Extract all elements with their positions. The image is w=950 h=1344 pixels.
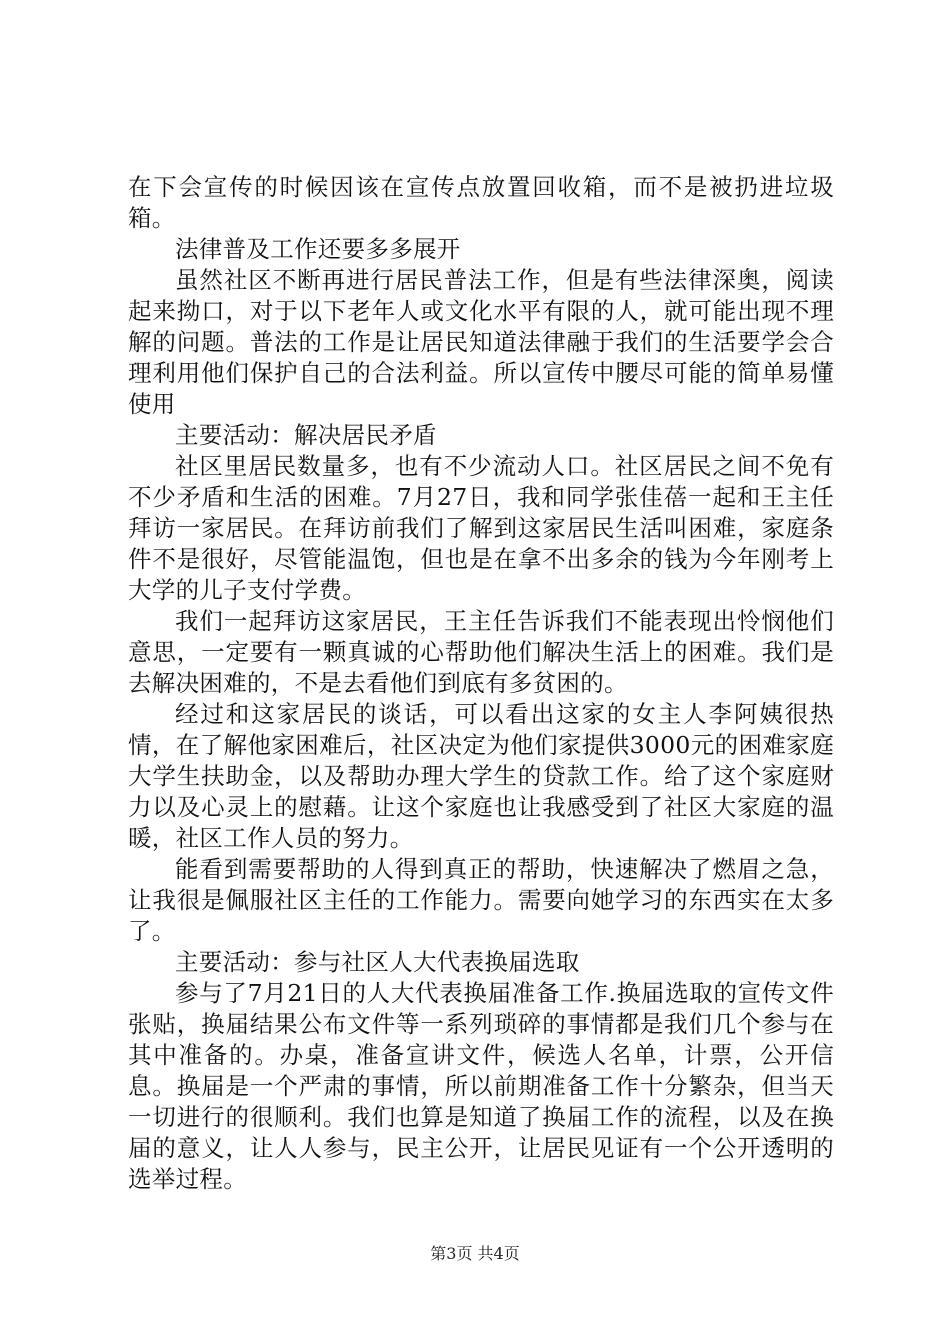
paragraph-law-education: 虽然社区不断再进行居民普法工作，但是有些法律深奥，阅读起来拗口，对于以下老年人或文化水平有限的人，就可能出现不理解的问题。普法的工作是让居民知道法律融于我们的生活要学会合理利用他们保护自己的合法利益。所以宣传中腰尽可能的简单易懂使用 <box>128 266 834 418</box>
section-heading-resident-conflicts: 主要活动：解决居民矛盾 <box>175 421 437 449</box>
document-body <box>128 172 834 1195</box>
paragraph-election: 参与了7月21日的人大代表换届准备工作.换届选取的宣传文件张贴，换届结果公布文件等一系列琐碎的事情都是我们几个参与在其中准备的。办桌，准备宣讲文件，候选人名单，计票，公开信息。换届是一个严肃的事情，所以前期准备工作十分繁杂，但当天一切进行的很顺利。我们也算是知道了换届工作的流程，以及在换届的意义，让人人参与，民主公开，让居民见证有一个公开透明的选举过程。 <box>128 979 834 1193</box>
section-heading-election: 主要活动：参与社区人大代表换届选取 <box>175 948 580 976</box>
paragraph-resident-visit: 社区里居民数量多，也有不少流动人口。社区居民之间不免有不少矛盾和生活的困难。7月27日，我和同学张佳蓓一起和王主任拜访一家居民。在拜访前我们了解到这家居民生活叫困难，家庭条件不是很好，尽管能温饱，但也是在拿不出多余的钱为今年刚考上大学的儿子支付学费。 <box>128 452 834 604</box>
paragraph-recycling: 在下会宣传的时候因该在宣传点放置回收箱，而不是被扔进垃圾箱。 <box>128 173 834 232</box>
paragraph-reflection: 能看到需要帮助的人得到真正的帮助，快速解决了燃眉之急，让我很是佩服社区主任的工作能力。需要向她学习的东西实在太多了。 <box>128 855 834 945</box>
page-number-footer: 第3页 共4页 <box>430 1244 520 1263</box>
section-heading-law: 法律普及工作还要多多展开 <box>175 235 461 263</box>
paragraph-visit-attitude: 我们一起拜访这家居民，王主任告诉我们不能表现出怜悯他们意思，一定要有一颗真诚的心帮助他们解决生活上的困难。我们是去解决困难的，不是去看他们到底有多贫困的。 <box>128 607 834 697</box>
paragraph-visit-result: 经过和这家居民的谈话，可以看出这家的女主人李阿姨很热情，在了解他家困难后，社区决定为他们家提供3000元的困难家庭大学生扶助金，以及帮助办理大学生的贷款工作。给了这个家庭财力以及心灵上的慰藉。让这个家庭也让我感受到了社区大家庭的温暖，社区工作人员的努力。 <box>128 700 834 852</box>
